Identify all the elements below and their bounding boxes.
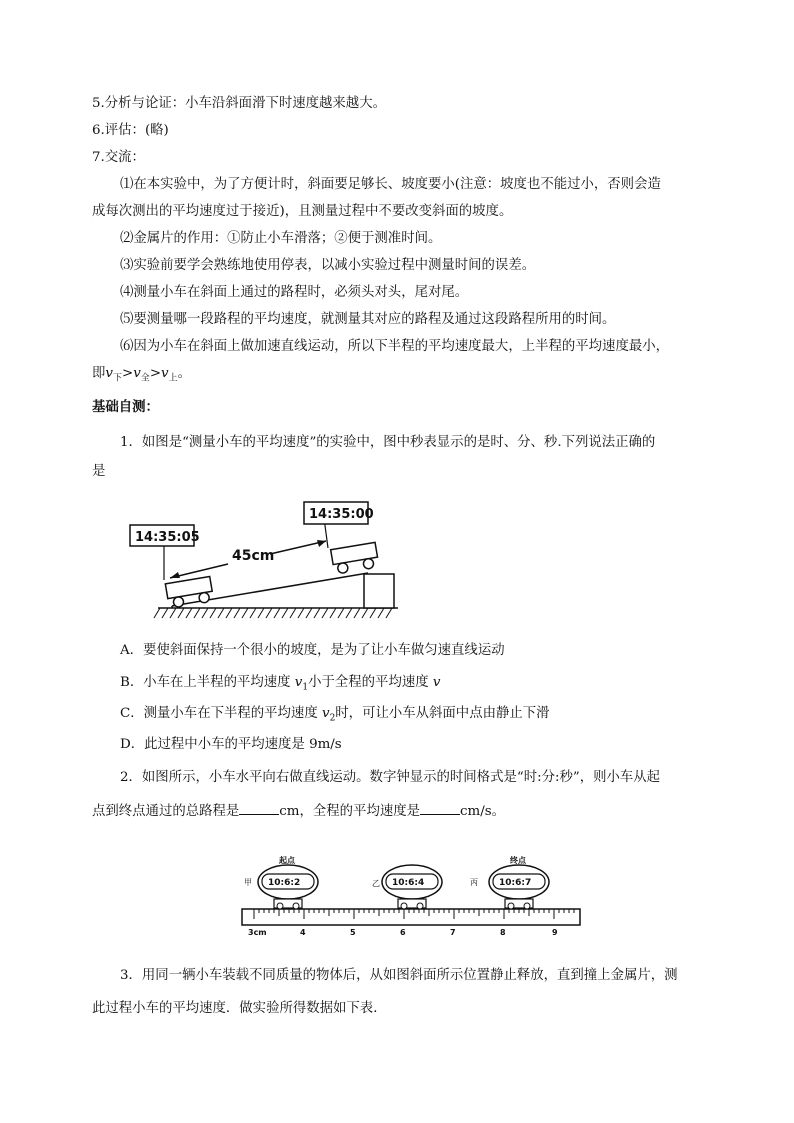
exchange-item-1-line2: 成每次测出的平均速度过于接近)，且测量过程中不要改变斜面的坡度。 [92, 204, 513, 219]
stopwatch-left-time: 14:35:05 [135, 530, 200, 545]
option-d: D．此过程中小车的平均速度是 9m/s [120, 737, 342, 752]
clock-bing-time: 10:6:7 [499, 878, 532, 888]
exchange-item-4: ⑷测量小车在斜面上通过的路程时，必须头对头，尾对尾。 [120, 285, 469, 300]
exchange-item-6-line1: ⑹因为小车在斜面上做加速直线运动，所以下半程的平均速度最大，上半程的平均速度最小， [120, 339, 670, 354]
exchange-item-3: ⑶实验前要学会熟练地使用停表，以减小实验过程中测量时间的误差。 [120, 258, 536, 273]
exchange-item-6-line2: 即$v_下>v_全>v_上$。 [92, 366, 192, 384]
exchange-item-5: ⑸要测量哪一段路程的平均速度，就测量其对应的路程及通过这段路程所用的时间。 [120, 312, 616, 327]
exchange-item-2: ⑵金属片的作用：①防止小车滑落；②便于测准时间。 [120, 231, 442, 246]
tick-label-5: 5 [350, 928, 356, 937]
question-1-stem-line1: 1．如图是“测量小车的平均速度”的实验中，图中秒表显示的是时、分、秒.下列说法正确的 [120, 435, 656, 450]
clock-yi-time: 10:6:4 [392, 878, 425, 888]
question-2-stem-line2: 点到终点通过的总路程是 cm，全程的平均速度是 cm/s。 [92, 800, 712, 822]
tick-label-7: 7 [450, 928, 456, 937]
section-heading: 基础自测： [92, 400, 159, 415]
tick-label-3: 3cm [248, 928, 267, 937]
incline-figure [120, 498, 410, 624]
car-bing-label: 丙 [470, 878, 478, 887]
cart-top [331, 542, 380, 574]
question-3-stem-line2: 此过程小车的平均速度．做实验所得数据如下表． [92, 1001, 387, 1016]
option-b: B．小车在上半程的平均速度 $v_1$小于全程的平均速度 v [120, 675, 441, 693]
question-1-stem-line2: 是 [92, 464, 106, 479]
ruler-figure [232, 851, 584, 943]
section-5: 5.分析与论证：小车沿斜面滑下时速度越来越大。 [92, 96, 386, 111]
distance-label: 45cm [232, 548, 275, 564]
stopwatch-right-time: 14:35:00 [309, 507, 374, 522]
tick-label-4: 4 [300, 928, 306, 937]
answer-blank-speed[interactable] [420, 800, 460, 815]
section-6: 6.评估：(略) [92, 123, 169, 138]
clock-jia-time: 10:6:2 [268, 878, 301, 888]
support-block [364, 574, 394, 608]
end-label: 终点 [510, 856, 526, 865]
exchange-item-1-line1: ⑴在本实验中，为了方便计时，斜面要足够长、坡度要小(注意：坡度也不能过小，否则会造 [120, 177, 661, 192]
car-jia-label: 甲 [244, 878, 252, 887]
section-7: 7.交流： [92, 150, 145, 165]
tick-label-8: 8 [500, 928, 506, 937]
tick-label-9: 9 [552, 928, 558, 937]
question-2-stem-line1: 2．如图所示，小车水平向右做直线运动。数字钟显示的时间格式是“时:分:秒”，则小车从起 [120, 770, 661, 785]
tick-label-6: 6 [400, 928, 406, 937]
answer-blank-distance[interactable] [239, 800, 279, 815]
start-label: 起点 [279, 856, 295, 865]
car-yi-label: 乙 [372, 879, 380, 888]
question-3-stem-line1: 3．用同一辆小车装载不同质量的物体后，从如图斜面所示位置静止释放，直到撞上金属片，测 [120, 968, 678, 983]
option-c: C．测量小车在下半程的平均速度 $v_2$时，可让小车从斜面中点由静止下滑 [120, 706, 550, 724]
option-a: A．要使斜面保持一个很小的坡度，是为了让小车做匀速直线运动 [120, 643, 505, 658]
